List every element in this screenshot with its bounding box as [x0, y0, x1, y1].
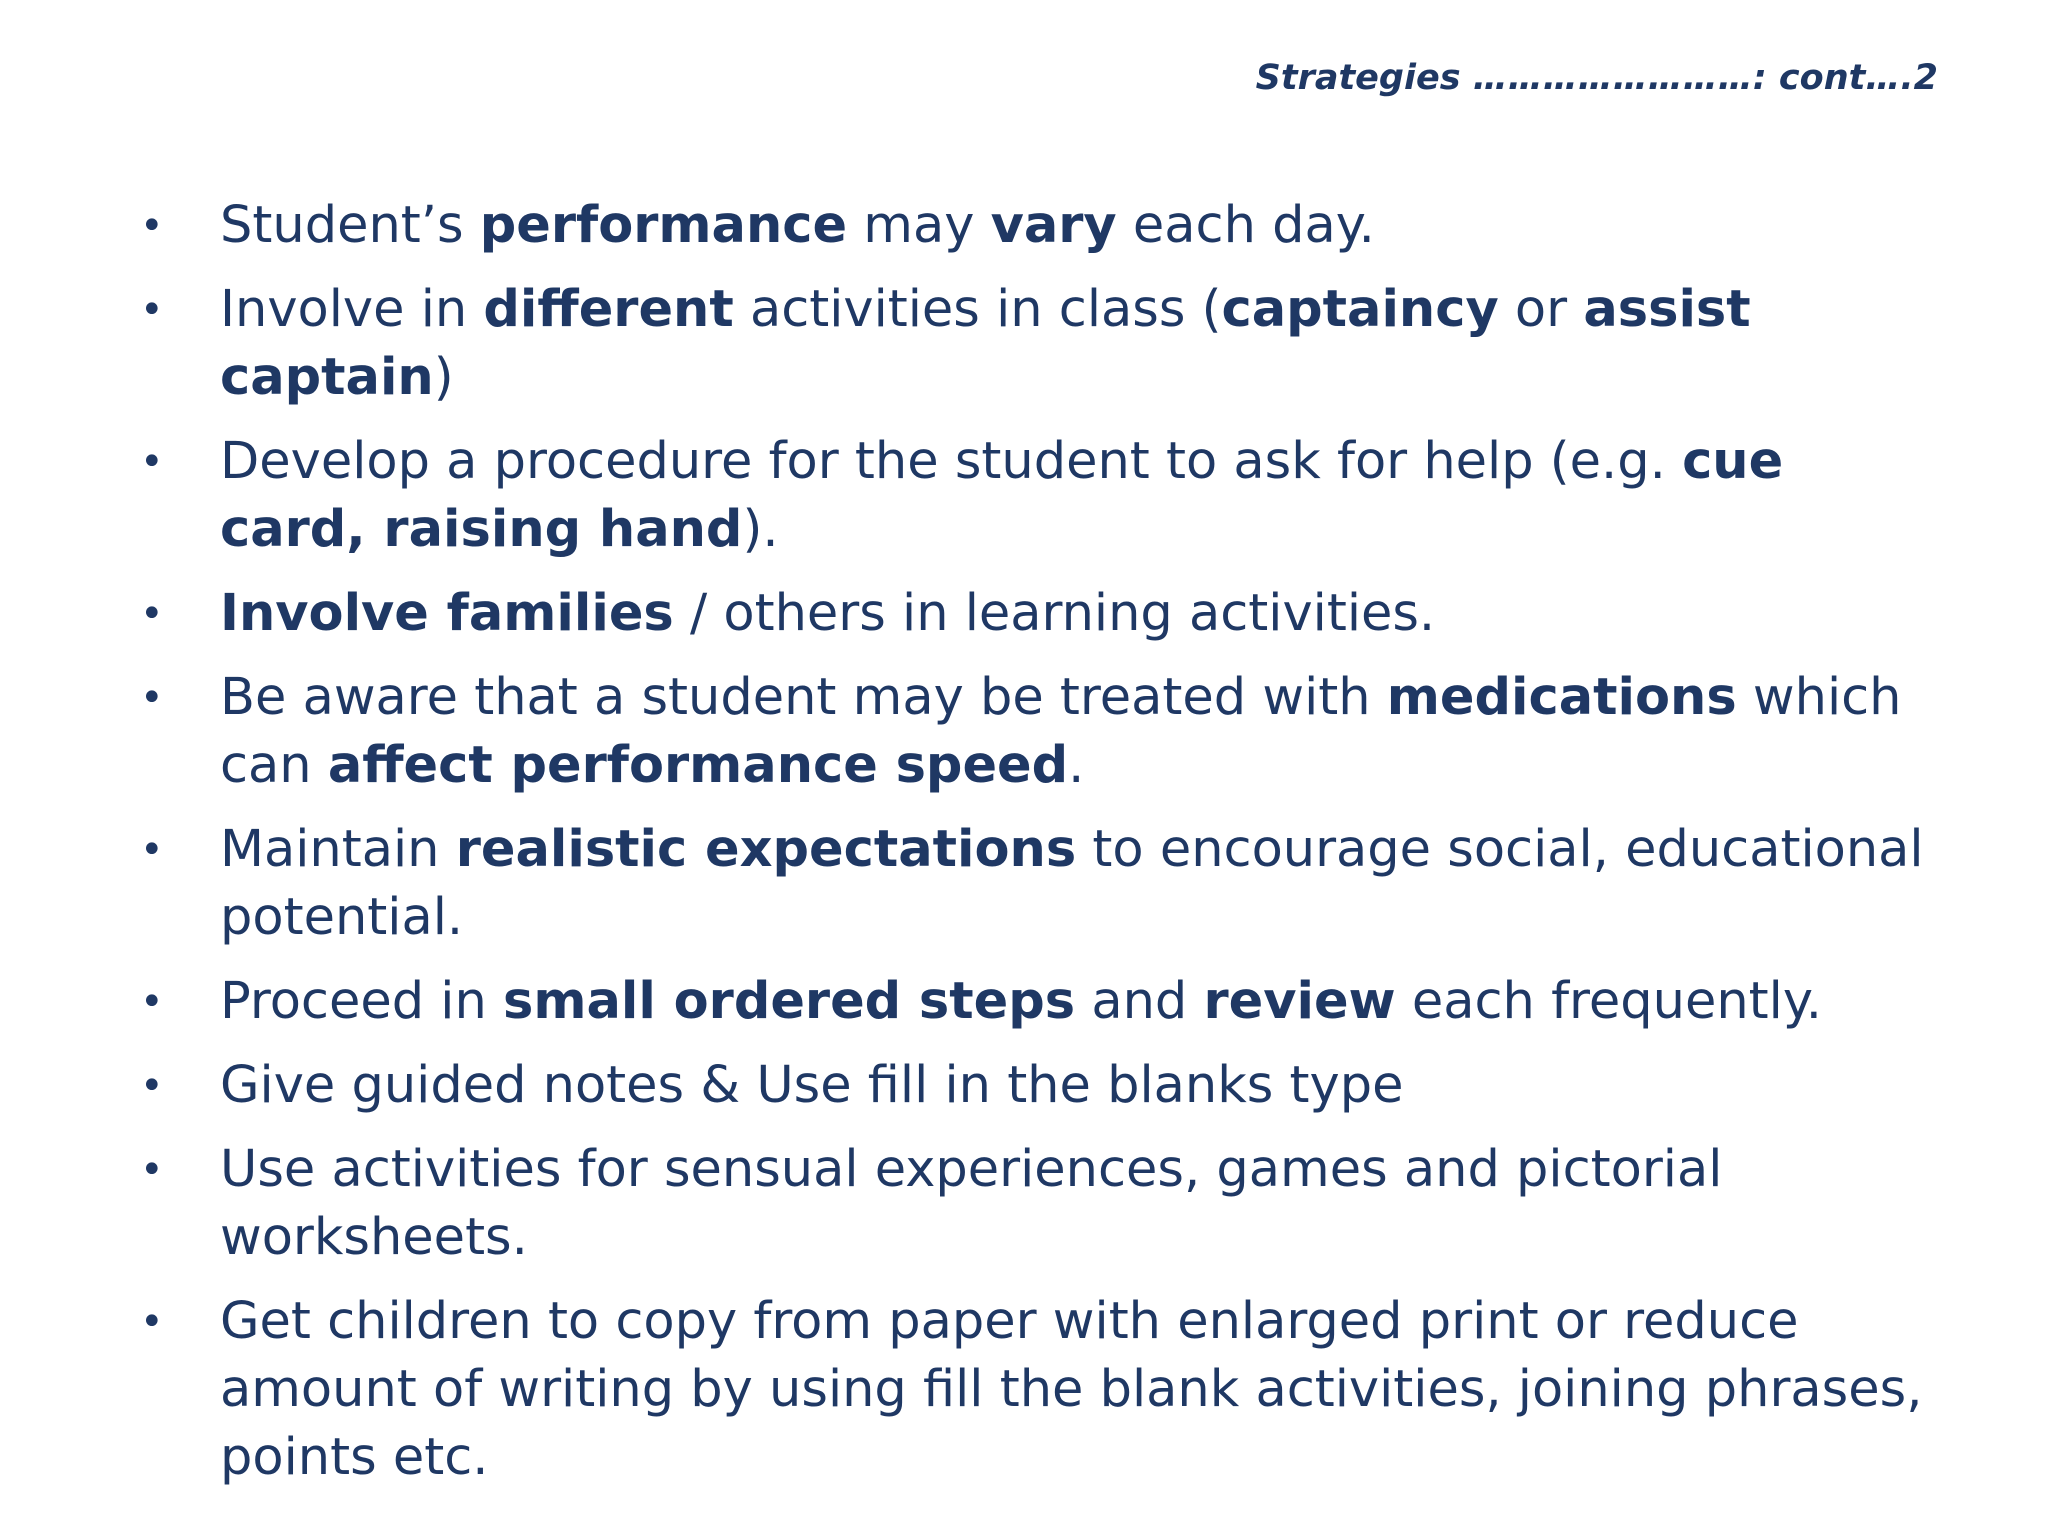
bullet-text — [220, 192, 1930, 260]
text-segment: Be aware that a student may be treated with — [220, 668, 1387, 727]
text-segment: may — [847, 196, 991, 255]
bold-phrase: small ordered steps — [503, 972, 1076, 1031]
bullet-dot-icon: • — [140, 827, 164, 873]
bold-phrase: different — [483, 280, 734, 339]
bullet-item — [140, 276, 1930, 412]
text-segment: to encourage social, educational potential. — [220, 820, 1924, 947]
bullet-text — [220, 1288, 1930, 1492]
bullet-text — [220, 1052, 1930, 1120]
text-segment: Use activities for sensual experiences, games and pictorial worksheets. — [220, 1140, 1723, 1267]
bullet-dot-icon: • — [140, 1299, 164, 1345]
bullet-dot-icon: • — [140, 1147, 164, 1193]
bold-phrase: affect performance speed — [327, 736, 1069, 795]
bold-phrase: Involve families — [220, 584, 674, 643]
bullet-item — [140, 1136, 1930, 1272]
bold-phrase: vary — [990, 196, 1117, 255]
bullet-text — [220, 428, 1930, 564]
bullet-dot-icon: • — [140, 979, 164, 1025]
bullet-item — [140, 816, 1930, 952]
bold-phrase: realistic expectations — [455, 820, 1077, 879]
bullet-item — [140, 580, 1930, 648]
text-segment: Develop a procedure for the student to ask for help (e.g. — [220, 432, 1683, 491]
bullet-item — [140, 1052, 1930, 1120]
text-segment: or — [1498, 280, 1584, 339]
bullet-item — [140, 1288, 1930, 1492]
bullet-item — [140, 428, 1930, 564]
bullet-text — [220, 816, 1930, 952]
text-segment: which can — [220, 668, 1902, 795]
bold-phrase: cue card, raising hand — [220, 432, 1784, 559]
bullet-dot-icon: • — [140, 439, 164, 485]
bullet-dot-icon: • — [140, 203, 164, 249]
bullet-text — [220, 276, 1930, 412]
text-segment: Give guided notes & Use fill in the blanks type — [220, 1056, 1404, 1115]
bullet-text — [220, 580, 1930, 648]
text-segment: Get children to copy from paper with enlarged print or reduce amount of writing by using fill the blank activities, joining phrases, points etc. — [220, 1292, 1923, 1487]
bold-phrase: performance — [479, 196, 848, 255]
text-segment: Involve in — [220, 280, 484, 339]
bold-phrase: review — [1203, 972, 1396, 1031]
text-segment: ). — [742, 500, 779, 559]
bullet-item — [140, 192, 1930, 260]
bullet-text — [220, 968, 1930, 1036]
text-segment: activities in class ( — [733, 280, 1222, 339]
text-segment: / others in learning activities. — [673, 584, 1436, 643]
text-segment: each day. — [1116, 196, 1375, 255]
text-segment: and — [1075, 972, 1204, 1031]
text-segment: ) — [433, 348, 454, 407]
text-segment: Maintain — [220, 820, 456, 879]
bold-phrase: captaincy — [1221, 280, 1499, 339]
text-segment: Student’s — [220, 196, 480, 255]
slide-header: Strategies ……………………: cont….2 — [1255, 58, 1938, 98]
bullet-dot-icon: • — [140, 591, 164, 637]
bold-phrase: assist captain — [220, 280, 1751, 407]
bullet-item — [140, 968, 1930, 1036]
bullet-dot-icon: • — [140, 287, 164, 333]
bullet-item — [140, 664, 1930, 800]
bold-phrase: medications — [1386, 668, 1737, 727]
bullet-list — [140, 192, 1930, 1508]
bullet-text — [220, 1136, 1930, 1272]
bullet-dot-icon: • — [140, 1063, 164, 1109]
text-segment: each frequently. — [1395, 972, 1822, 1031]
bullet-text — [220, 664, 1930, 800]
text-segment: Proceed in — [220, 972, 503, 1031]
bullet-dot-icon: • — [140, 675, 164, 721]
text-segment: . — [1068, 736, 1085, 795]
